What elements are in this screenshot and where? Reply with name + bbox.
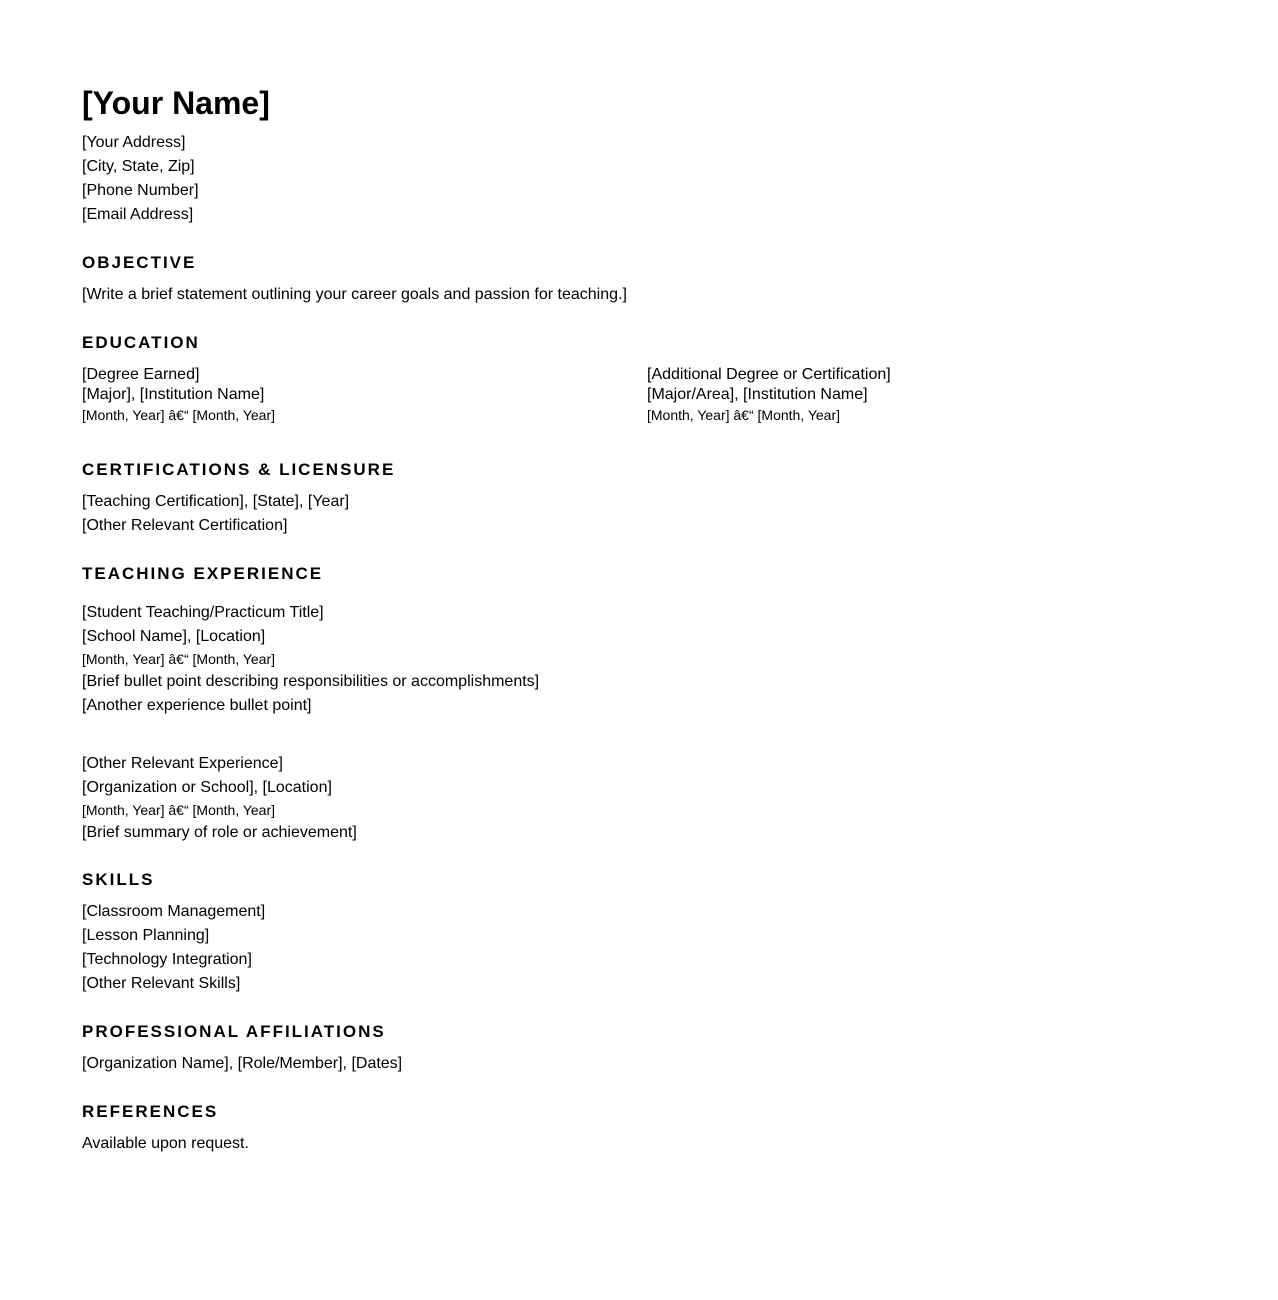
experience-heading: TEACHING EXPERIENCE [82,564,324,583]
certification-item: [Teaching Certification], [State], [Year] [82,493,350,510]
experience-bullet: [Brief summary of role or achievement] [82,824,357,841]
skill-item: [Lesson Planning] [82,927,210,944]
education-degree: [Additional Degree or Certification] [647,366,891,383]
experience-dates: [Month, Year] â€“ [Month, Year] [82,802,276,818]
experience-org: [School Name], [Location] [82,628,266,645]
experience-entry-2 [82,752,357,845]
objective-text: [Write a brief statement outlining your career goals and passion for teaching.] [82,286,627,303]
contact-phone: [Phone Number] [82,182,199,199]
references-heading: REFERENCES [82,1102,219,1121]
experience-title: [Other Relevant Experience] [82,755,283,772]
certifications-heading: CERTIFICATIONS & LICENSURE [82,460,396,479]
experience-dates: [Month, Year] â€“ [Month, Year] [82,651,276,667]
education-institution: [Major/Area], [Institution Name] [647,386,868,403]
certifications-list [82,490,349,538]
education-entry-1 [82,365,275,426]
resume-name: [Your Name] [82,85,270,121]
affiliations-heading: PROFESSIONAL AFFILIATIONS [82,1022,386,1041]
education-entry-2 [647,365,891,426]
experience-entry-1 [82,601,539,718]
skills-heading: SKILLS [82,870,155,889]
certification-item: [Other Relevant Certification] [82,517,288,534]
experience-title: [Student Teaching/Practicum Title] [82,604,324,621]
experience-org: [Organization or School], [Location] [82,779,332,796]
objective-heading: OBJECTIVE [82,253,197,272]
education-dates: [Month, Year] â€“ [Month, Year] [647,407,841,423]
references-text: Available upon request. [82,1135,249,1152]
contact-city-state-zip: [City, State, Zip] [82,158,195,175]
affiliations-text: [Organization Name], [Role/Member], [Dates] [82,1055,403,1072]
education-heading: EDUCATION [82,333,200,352]
education-institution: [Major], [Institution Name] [82,386,265,403]
contact-address: [Your Address] [82,134,186,151]
education-dates: [Month, Year] â€“ [Month, Year] [82,407,276,423]
experience-bullet: [Another experience bullet point] [82,697,312,714]
contact-email: [Email Address] [82,206,194,223]
skills-list [82,900,265,996]
experience-bullet: [Brief bullet point describing responsibilities or accomplishments] [82,673,540,690]
education-degree: [Degree Earned] [82,366,200,383]
contact-block [82,131,199,227]
skill-item: [Technology Integration] [82,951,252,968]
skill-item: [Classroom Management] [82,903,266,920]
skill-item: [Other Relevant Skills] [82,975,241,992]
